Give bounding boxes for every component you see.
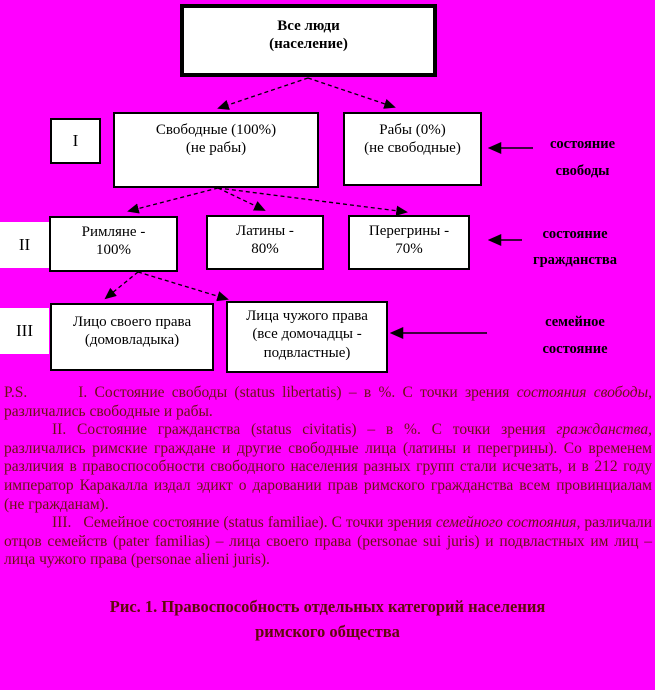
side-label-freedom-line2: свободы xyxy=(555,163,610,179)
edge-romans-to-sui-juris xyxy=(106,272,138,298)
node-all-people-line1: Все люди xyxy=(277,18,340,34)
edge-root-to-free xyxy=(219,78,308,108)
side-label-family-line2: состояние xyxy=(542,341,608,357)
node-alieni-juris xyxy=(226,301,388,373)
side-label-family-line1: семейное xyxy=(545,314,605,330)
ps-note xyxy=(4,384,652,570)
ps-paragraph-1: P.S. I. Состояние свободы (status libertatis) – в %. С точки зрения состояния свободы, различались свободные и рабы. xyxy=(4,384,653,420)
node-sui-juris-line1: Лицо своего права xyxy=(72,314,192,330)
ps-paragraph-2: II. Состояние гражданства (status civitatis) – в %. С точки зрения гражданства, различались римские граждане и другие свободные лица (латины и перегрины). Со временем различия в правоспособности свободного населения разных групп стали исчезать, и в 212 году император Каракалла издал эдикт о даровании прав римского гражданства всем провинциалам (не гражданам). xyxy=(4,421,652,513)
node-peregrines xyxy=(348,215,470,270)
node-alieni-juris-line3: подвластные) xyxy=(263,344,351,361)
node-alieni-juris-line2: (все домочадцы - xyxy=(252,326,362,343)
ps-paragraph-3: III. Семейное состояние (status familiae). С точки зрения семейного состояния, различали отцов семейств (pater familias) – лица своего права (personae sui juris) и подвластных им лиц – лица чужого права (personae alieni juris). xyxy=(4,514,653,569)
edge-free-to-romans xyxy=(129,188,218,211)
node-latins-line1: Латины - xyxy=(236,223,294,239)
side-label-citizenship-line1: состояние xyxy=(542,226,608,242)
node-all-people-line2: (население) xyxy=(269,36,348,53)
level-2-label: II xyxy=(0,222,49,268)
level-3-label: III xyxy=(0,308,49,354)
node-latins xyxy=(206,215,324,270)
node-free-line1: Свободные (100%) xyxy=(155,122,277,138)
level-1-label: I xyxy=(50,118,101,164)
edge-root-to-slaves xyxy=(308,78,394,107)
node-free xyxy=(113,112,319,188)
node-sui-juris xyxy=(50,303,214,371)
node-slaves xyxy=(343,112,482,186)
node-peregrines-line1: Перегрины - xyxy=(368,223,450,239)
node-sui-juris-line2: (домовладыка) xyxy=(84,332,180,349)
side-label-freedom-status xyxy=(525,131,640,185)
side-label-citizenship-line2: гражданства xyxy=(533,252,617,268)
edge-romans-to-alieni-juris xyxy=(138,272,227,299)
node-romans-line2: 100% xyxy=(96,242,131,259)
node-alieni-juris-line1: Лица чужого права xyxy=(246,308,368,324)
side-label-family-status xyxy=(515,309,635,363)
node-peregrines-line2: 70% xyxy=(395,241,423,258)
node-free-line2: (не рабы) xyxy=(185,140,247,157)
figure-caption-line1: Рис. 1. Правоспособность отдельных категорий населения xyxy=(109,597,546,616)
node-all-people xyxy=(180,4,437,77)
node-romans-line1: Римляне - xyxy=(81,224,146,240)
figure-caption-line2: римского общества xyxy=(255,621,400,641)
edge-free-to-peregrines xyxy=(218,188,406,212)
figure-caption xyxy=(0,595,655,645)
node-latins-line2: 80% xyxy=(251,241,279,258)
node-slaves-line1: Рабы (0%) xyxy=(379,122,446,138)
side-label-freedom-line1: состояние xyxy=(549,136,616,152)
side-label-citizenship-status xyxy=(505,221,645,273)
node-romans xyxy=(49,216,178,272)
node-slaves-line2: (не свободные) xyxy=(364,140,461,157)
